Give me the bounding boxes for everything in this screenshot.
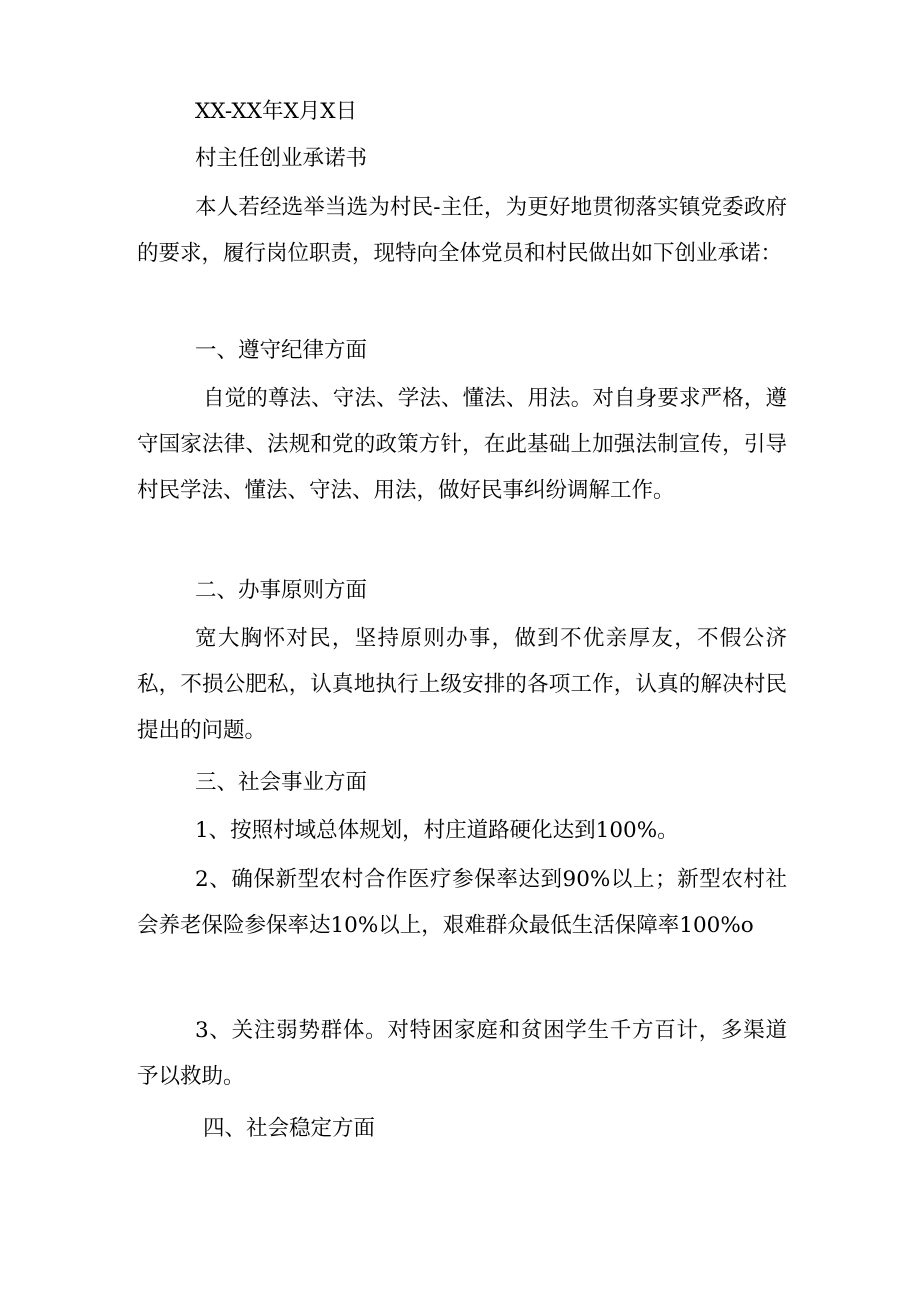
section-heading-stability: 四、社会稳定方面 (203, 1116, 376, 1141)
date-line: XX-XX年X月X日 (195, 99, 358, 124)
section-body-principles: 宽大胸怀对民，坚持原则办事，做到不优亲厚友，不假公济私，不损公肥私，认真地执行上级安排的各项工作，认真的解决村民提出的问题。 (137, 626, 787, 743)
section-heading-discipline: 一、遵守纪律方面 (195, 338, 368, 363)
section-heading-principles: 二、办事原则方面 (195, 578, 368, 603)
intro-paragraph: 本人若经选举当选为村民-主任，为更好地贯彻落实镇党委政府的要求，履行岗位职责，现特向全体党员和村民做出如下创业承诺： (137, 195, 787, 266)
social-affairs-item-3: 3、关注弱势群体。对特困家庭和贫困学生千方百计，多渠道予以救助。 (137, 1018, 787, 1089)
section-heading-social-affairs: 三、社会事业方面 (195, 770, 368, 795)
document-title: 村主任创业承诺书 (195, 146, 368, 171)
section-body-discipline: 自觉的尊法、守法、学法、懂法、用法。对自身要求严格，遵守国家法律、法规和党的政策方针，在此基础上加强法制宣传，引导村民学法、懂法、守法、用法，做好民事纠纷调解工作。 (137, 386, 787, 503)
social-affairs-item-2: 2、确保新型农村合作医疗参保率达到90%以上；新型农村社会养老保险参保率达10%以上，艰难群众最低生活保障率100%o (137, 867, 787, 938)
social-affairs-item-1: 1、按照村域总体规划，村庄道路硬化达到100%。 (195, 818, 679, 843)
